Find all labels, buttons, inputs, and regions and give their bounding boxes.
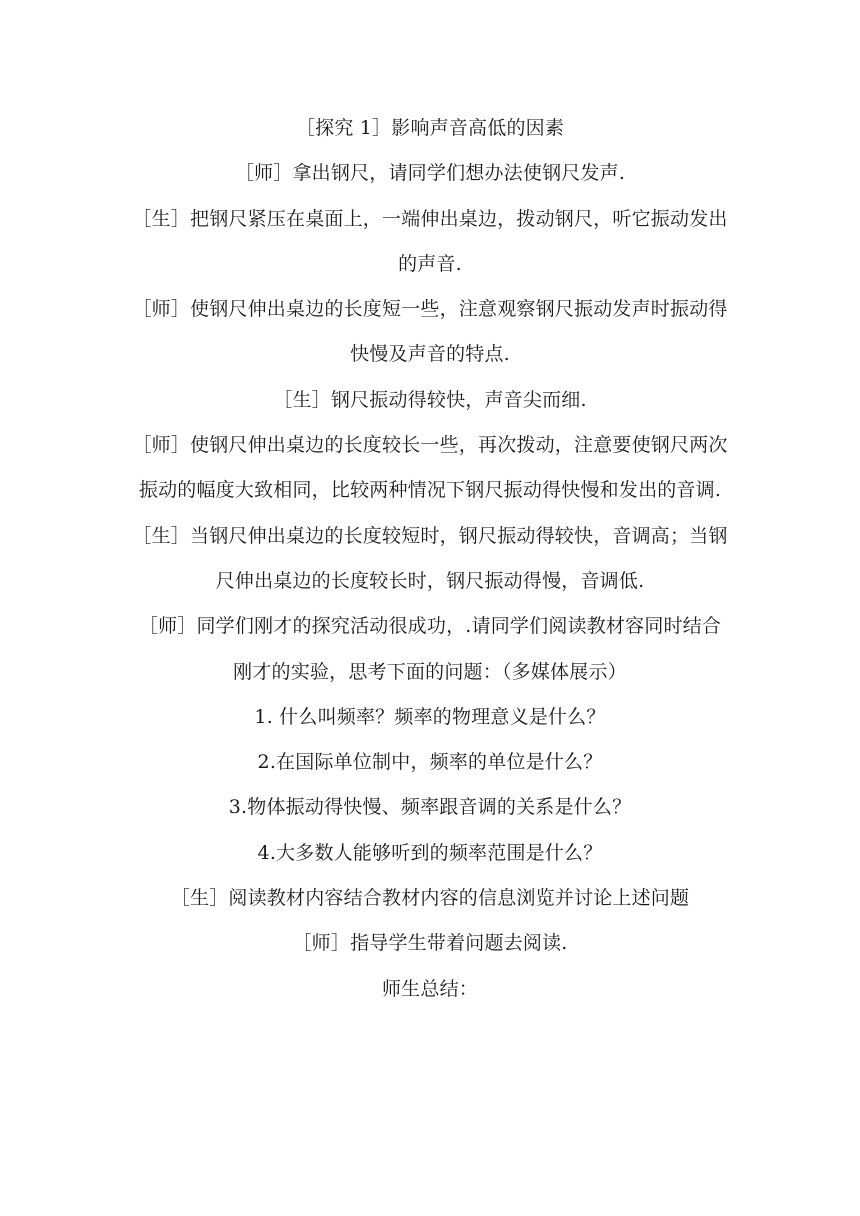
question-3: 3.物体振动得快慢、频率跟音调的关系是什么？ [228, 796, 632, 819]
paragraph-teacher-2: ［师］使钢尺伸出桌边的长度短一些，注意观察钢尺振动发声时振动得快慢及声音的特点. [132, 298, 728, 366]
paragraph-student-1: ［生］把钢尺紧压在桌面上，一端伸出桌边，拨动钢尺，听它振动发出的声音. [132, 207, 728, 275]
paragraph-teacher-5: ［师］指导学生带着问题去阅读. [292, 932, 568, 955]
document-body [130, 106, 730, 1012]
question-4: 4.大多数人能够听到的频率范围是什么？ [257, 841, 603, 864]
paragraph-teacher-3: ［师］使钢尺伸出桌边的长度较长一些，再次拨动，注意要使钢尺两次振动的幅度大致相同，比较两种情况下钢尺振动得快慢和发出的音调. [132, 434, 728, 502]
question-2: 2.在国际单位制中，频率的单位是什么？ [257, 751, 603, 774]
paragraph-teacher-1: ［师］拿出钢尺，请同学们想办法使钢尺发声. [234, 162, 626, 185]
paragraph-student-4: ［生］阅读教材内容结合教材内容的信息浏览并讨论上述问题 [170, 887, 690, 910]
summary-heading: 师生总结： [381, 977, 478, 1000]
paragraph-teacher-4: ［师］同学们刚才的探究活动很成功，.请同学们阅读教材容同时结合刚才的实验，思考下面的问题：（多媒体展示） [138, 615, 722, 683]
paragraph-student-3: ［生］当钢尺伸出桌边的长度较短时，钢尺振动得较快，音调高；当钢尺伸出桌边的长度较长时，钢尺振动得慢，音调低. [132, 524, 728, 592]
section-heading: ［探究 1］影响声音高低的因素 [295, 117, 565, 139]
paragraph-student-2: ［生］钢尺振动得较快，声音尖而细. [273, 388, 587, 411]
question-1: 1. 什么叫频率？频率的物理意义是什么？ [254, 705, 606, 728]
